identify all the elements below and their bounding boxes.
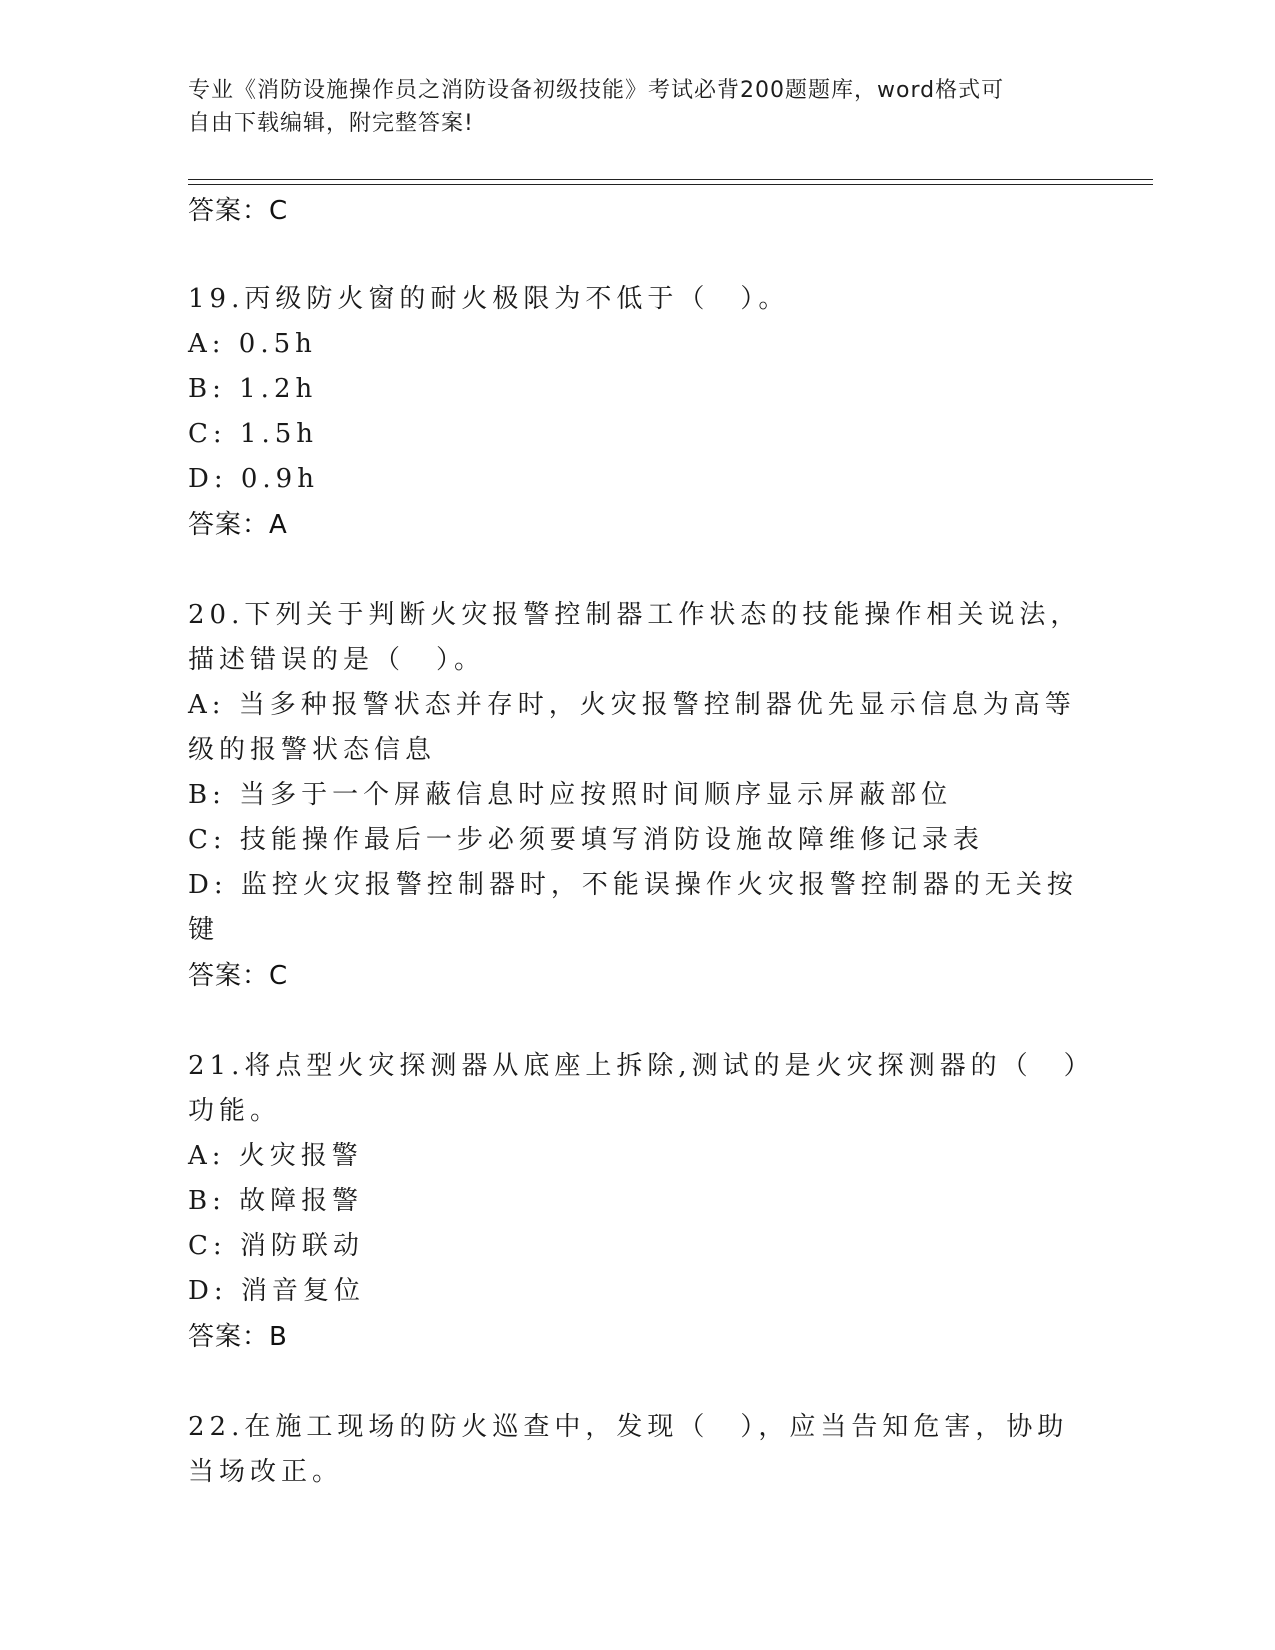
option-a: A: 当多种报警状态并存时，火灾报警控制器优先显示信息为高等级的报警状态信息 [188,690,1076,765]
question-stem: 20.下列关于判断火灾报警控制器工作状态的技能操作相关说法，描述错误的是（ ）。 [188,600,1082,675]
question-block [188,1405,1088,1495]
spacer [188,999,1088,1044]
document-header [188,74,1068,140]
option-d: D: 监控火灾报警控制器时，不能误操作火灾报警控制器的无关按键 [188,870,1078,945]
option-b: B: 1.2h [188,374,318,404]
answer-line: 答案：C [188,196,289,226]
spacer [188,548,1088,593]
option-c: C: 消防联动 [188,1231,364,1261]
option-a: A: 火灾报警 [188,1141,363,1171]
spacer [188,1360,1088,1405]
question-block [188,1044,1088,1360]
option-b: B: 当多于一个屏蔽信息时应按照时间顺序显示屏蔽部位 [188,780,953,810]
spacer [188,234,1088,277]
header-line-2: 自由下载编辑，附完整答案! [188,111,474,136]
header-line-1: 专业《消防设施操作员之消防设备初级技能》考试必背200题题库，word格式可 [188,78,1005,103]
header-divider-bottom [188,184,1153,185]
answer-line: 答案：C [188,961,289,991]
answer-line: 答案：A [188,510,288,540]
question-stem: 22.在施工现场的防火巡查中，发现（ ），应当告知危害，协助当场改正。 [188,1412,1069,1487]
option-d: D: 消音复位 [188,1276,365,1306]
question-list [188,188,1088,1495]
option-b: B: 故障报警 [188,1186,364,1216]
option-d: D: 0.9h [188,464,319,494]
option-c: C: 技能操作最后一步必须要填写消防设施故障维修记录表 [188,825,984,855]
answer-line: 答案：B [188,1322,288,1352]
option-c: C: 1.5h [188,419,319,449]
question-stem: 21.将点型火灾探测器从底座上拆除,测试的是火灾探测器的（ ）功能。 [188,1051,1082,1126]
option-a: A: 0.5h [188,329,317,359]
question-block [188,277,1088,548]
question-block [188,593,1088,999]
question-stem: 19.丙级防火窗的耐火极限为不低于（ ）。 [188,284,790,314]
header-divider-top [188,179,1153,180]
